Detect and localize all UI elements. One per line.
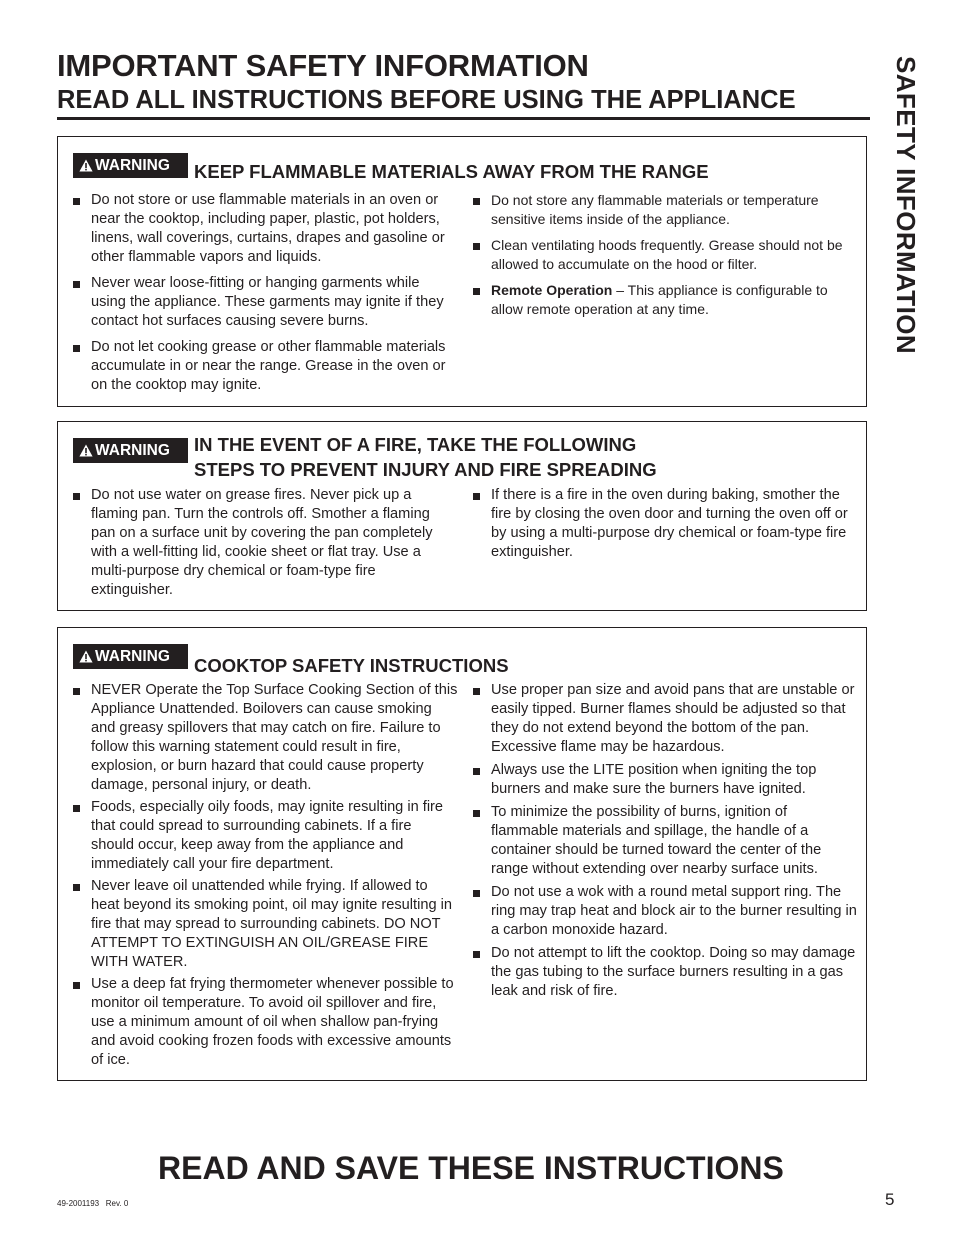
left-column [73, 681, 458, 1073]
footer-title: READ AND SAVE THESE INSTRUCTIONS [158, 1150, 784, 1186]
list-item: Do not attempt to lift the cooktop. Doing so may damage the gas tubing to the surface burners resulting in a gas leak and risk of fire. [473, 944, 858, 1001]
bullet-list [473, 681, 858, 1001]
warning-badge [73, 644, 188, 669]
section-title-line: KEEP FLAMMABLE MATERIALS AWAY FROM THE RANGE [194, 161, 709, 182]
warning-badge-label: WARNING [95, 442, 170, 459]
list-item: Do not use water on grease fires. Never pick up a flaming pan. Turn the controls off. Smother a flaming pan on a surface unit by covering the pan completely with a well-fitting lid, cookie sheet or flat tray. Use a multi-purpose dry chemical or foam-type fire extinguisher. [73, 486, 458, 600]
list-item: Use a deep fat frying thermometer whenever possible to monitor oil temperature. To avoid oil spillover and fire, use a minimum amount of oil when shallow pan-frying and avoid cooking frozen foods with excessive amounts of ice. [73, 975, 458, 1070]
list-item: Do not store or use flammable materials in an oven or near the cooktop, including paper, plastic, pot holders, linens, wall coverings, curtains, drapes and gasoline or other flammable vapors and liquids. [73, 191, 453, 267]
left-column [73, 486, 458, 607]
warning-badge-label: WARNING [95, 157, 170, 174]
warning-box-cooktop [57, 627, 867, 1081]
list-item: To minimize the possibility of burns, ignition of flammable materials and spillage, the handle of a container should be turned toward the center of the range without extending over nearby surface units. [473, 803, 858, 879]
bullet-list [73, 681, 458, 1070]
list-item: Always use the LITE position when igniting the top burners and make sure the burners have ignited. [473, 761, 858, 799]
section-title [194, 432, 657, 482]
left-column [73, 191, 453, 402]
right-column [473, 681, 858, 1005]
warning-triangle-icon [79, 650, 93, 663]
list-item: Use proper pan size and avoid pans that are unstable or easily tipped. Burner flames should be adjusted so that they do not extend beyond the bottom of the pan. Excessive flame may be hazardous. [473, 681, 858, 757]
list-item: Never leave oil unattended while frying. If allowed to heat beyond its smoking point, oil may ignite resulting in fire that may spread to surrounding cabinets. DO NOT ATTEMPT TO EXTINGUISH AN OIL/GREASE FIRE WITH WATER. [73, 877, 458, 972]
warning-triangle-icon [79, 159, 93, 172]
section-title-line: IN THE EVENT OF A FIRE, TAKE THE FOLLOWING [194, 434, 637, 455]
list-item-bold: Remote Operation [491, 282, 613, 298]
list-item [473, 281, 858, 319]
list-item: If there is a fire in the oven during baking, smother the fire by closing the oven door and turning the oven off or by using a multi-purpose dry chemical or foam-type fire extinguisher. [473, 486, 858, 562]
right-column [473, 191, 858, 326]
side-tab [890, 56, 924, 416]
section-title-line: STEPS TO PREVENT INJURY AND FIRE SPREADING [194, 459, 657, 480]
right-column [473, 486, 858, 569]
warning-triangle-icon [79, 444, 93, 457]
list-item-text: – This appliance is configurable to allow remote operation at any time. [491, 282, 828, 317]
list-item: Do not let cooking grease or other flammable materials accumulate in or near the range. Grease in the oven or on the cooktop may ignite. [73, 338, 453, 395]
warning-badge-label: WARNING [95, 648, 170, 665]
list-item: Never wear loose-fitting or hanging garments while using the appliance. These garments may ignite if they contact hot surfaces causing severe burns. [73, 274, 453, 331]
bullet-list [73, 486, 458, 600]
document-number: 49-2001193 Rev. 0 [57, 1199, 129, 1208]
page-number: 5 [885, 1190, 895, 1209]
warning-box-flammable [57, 136, 867, 407]
bullet-list [73, 191, 453, 395]
list-item: Do not use a wok with a round metal support ring. The ring may trap heat and block air to the burner resulting in a carbon monoxide hazard. [473, 883, 858, 940]
warning-badge [73, 438, 188, 463]
section-title-line: COOKTOP SAFETY INSTRUCTIONS [194, 655, 509, 676]
list-item: NEVER Operate the Top Surface Cooking Section of this Appliance Unattended. Boilovers can cause smoking and greasy spillovers that may catch on fire. Failure to follow this warning statement could result in fire, explosion, or burn hazard that could cause property damage, personal injury, or death. [73, 681, 458, 795]
list-item: Do not store any flammable materials or temperature sensitive items inside of the appliance. [473, 191, 858, 229]
side-tab-label: SAFETY INFORMATION [891, 56, 921, 355]
warning-badge [73, 153, 188, 178]
bullet-list [473, 191, 858, 319]
page-subtitle: READ ALL INSTRUCTIONS BEFORE USING THE APPLIANCE [57, 86, 796, 114]
list-item: Foods, especially oily foods, may ignite resulting in fire that could spread to surrounding cabinets. If a fire should occur, keep away from the appliance and immediately call your fire department. [73, 798, 458, 874]
header-rule [57, 117, 870, 120]
section-title [194, 653, 509, 678]
page-title: IMPORTANT SAFETY INFORMATION [57, 48, 589, 83]
bullet-list [473, 486, 858, 562]
list-item: Clean ventilating hoods frequently. Grease should not be allowed to accumulate on the hood or filter. [473, 236, 858, 274]
section-title [194, 159, 709, 184]
warning-box-fire [57, 421, 867, 611]
